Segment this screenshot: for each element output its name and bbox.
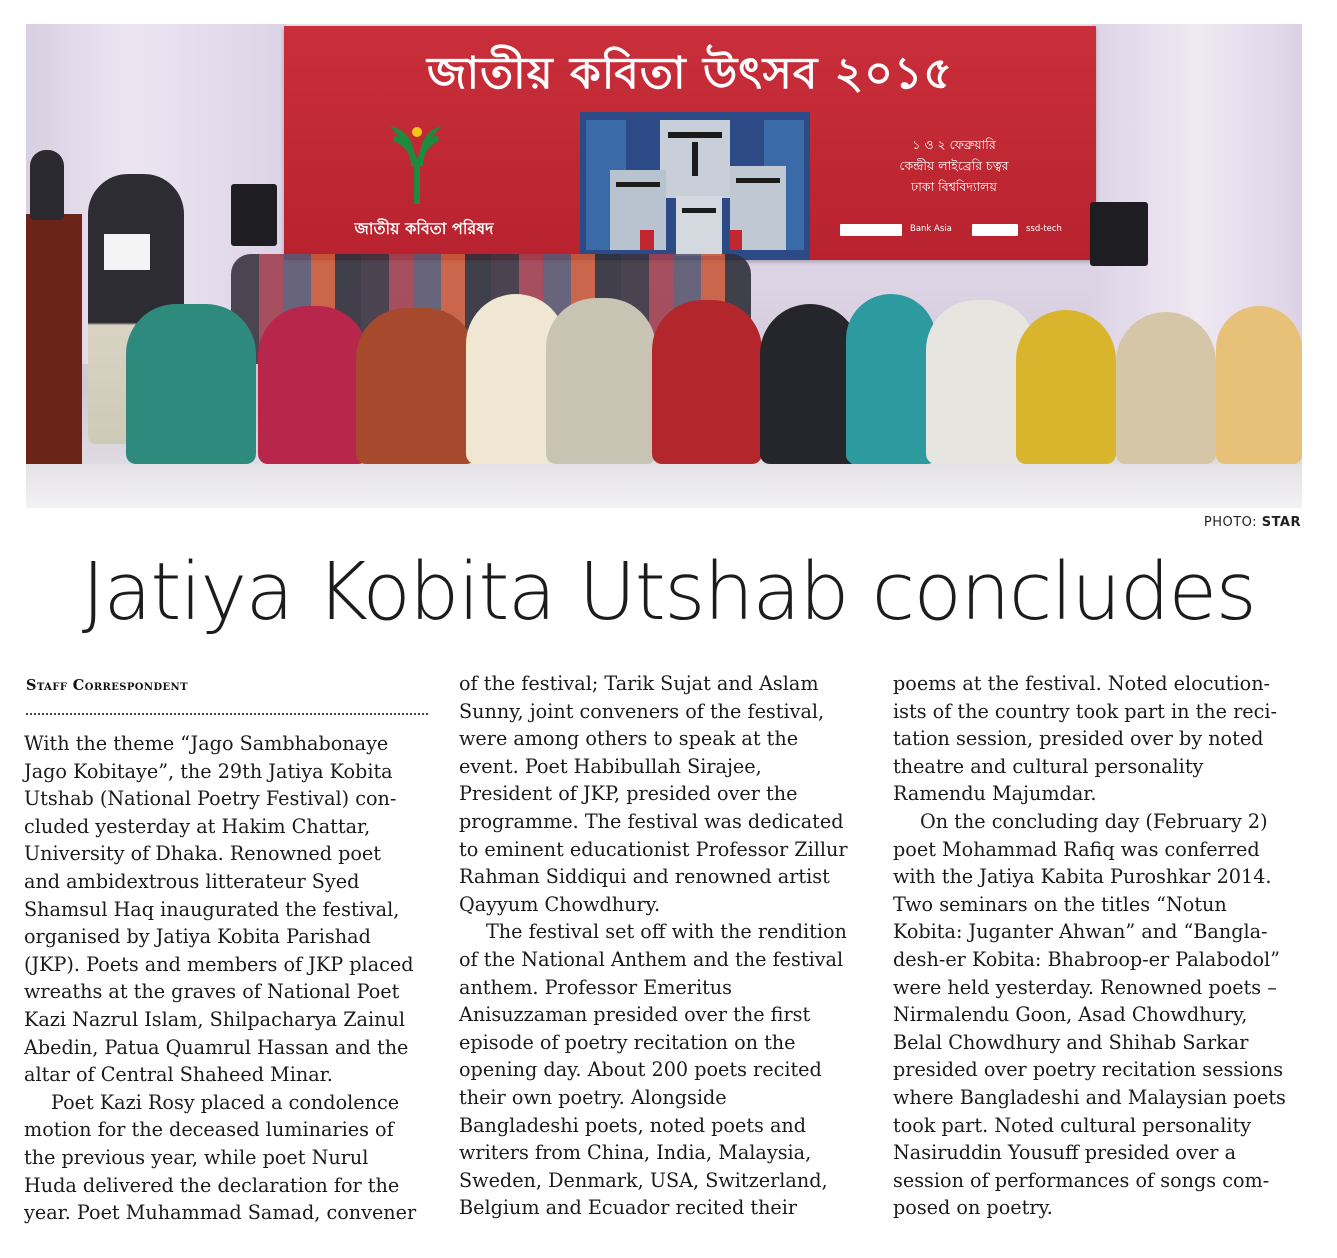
text-line: their own poetry. Alongside	[459, 1085, 727, 1109]
text-line: Kobita: Juganter Ahwan” and “Bangla-	[893, 920, 1268, 944]
text-line: theatre and cultural personality	[893, 754, 1204, 778]
banner-date-line: ১ ও ২ ফেব্রুয়ারি	[912, 137, 996, 152]
sponsor-logo	[840, 224, 902, 236]
text-line: Ramendu Majumdar.	[893, 782, 1097, 806]
banner-artwork	[580, 112, 810, 260]
photo-credit-source: STAR	[1261, 515, 1301, 530]
stage-floor	[26, 464, 1302, 508]
person-seated-7	[760, 304, 860, 464]
text-line: University of Dhaka. Renowned poet	[24, 842, 381, 866]
person-seated-12	[1216, 306, 1302, 464]
text-line: ists of the country took part in the reci-	[893, 699, 1278, 723]
person-seated-6	[652, 300, 762, 464]
text-line: cluded yesterday at Hakim Chattar,	[24, 814, 371, 838]
text-line: opening day. About 200 poets recited	[459, 1058, 822, 1082]
text-line: writers from China, India, Malaysia,	[459, 1141, 812, 1165]
article-photo	[26, 24, 1302, 508]
text-line: of the National Anthem and the festival	[459, 947, 844, 971]
text-line: Anisuzzaman presided over the first	[459, 1003, 811, 1027]
photo-credit-label: PHOTO:	[1203, 515, 1258, 530]
sponsor-ssd-tech: ssd-tech	[1026, 224, 1062, 234]
text-line: Abedin, Patua Quamrul Hassan and the	[24, 1035, 409, 1059]
text-line: poems at the festival. Noted elocution-	[893, 672, 1271, 695]
festival-banner	[284, 26, 1096, 260]
person-seated-8	[846, 294, 936, 464]
text-line: programme. The festival was dedicated	[459, 809, 844, 833]
text-line: Shamsul Haq inaugurated the festival,	[24, 897, 400, 921]
text-line: year. Poet Muhammad Samad, convener	[24, 1201, 417, 1225]
text-line: were among others to speak at the	[459, 727, 799, 751]
text-line: Nirmalendu Goon, Asad Chowdhury,	[893, 1003, 1248, 1027]
text-line: where Bangladeshi and Malaysian poets	[893, 1085, 1286, 1109]
text-line: poet Mohammad Rafiq was conferred	[893, 837, 1260, 861]
text-line: altar of Central Shaheed Minar.	[24, 1063, 333, 1087]
text-line: the previous year, while poet Nurul	[24, 1145, 369, 1169]
text-line: Poet Kazi Rosy placed a condolence	[51, 1090, 400, 1114]
sponsor-bank-asia: Bank Asia	[910, 224, 952, 234]
banner-sponsors	[840, 224, 1080, 238]
article-byline: Staff Correspondent	[26, 677, 188, 694]
person-seated-5	[546, 298, 656, 464]
banner-title: জাতীয় কবিতা উৎসব ২০১৫	[427, 48, 953, 99]
text-line: presided over poetry recitation sessions	[893, 1058, 1284, 1082]
text-line: wreaths at the graves of National Poet	[24, 980, 400, 1004]
person-seated-3	[356, 308, 476, 464]
article-column-2	[459, 670, 869, 1222]
text-line: to eminent educationist Professor Zillur	[459, 837, 848, 861]
text-line: took part. Noted cultural personality	[893, 1113, 1252, 1137]
person-seated-10	[1016, 310, 1116, 464]
text-line: tation session, presided over by noted	[893, 727, 1264, 751]
text-line: were held yesterday. Renowned poets –	[893, 975, 1277, 999]
text-line: Rahman Siddiqui and renowned artist	[459, 865, 830, 889]
text-line: Nasiruddin Yousuff presided over a	[893, 1141, 1237, 1165]
text-line: event. Poet Habibullah Sirajee,	[459, 754, 762, 778]
text-line: Belgium and Ecuador recited their	[459, 1196, 798, 1220]
text-line: desh-er Kobita: Bhabroop-er Palabodol”	[893, 947, 1280, 971]
text-line: motion for the deceased luminaries of	[24, 1118, 394, 1142]
text-line: Two seminars on the titles “Notun	[893, 892, 1227, 916]
banner-dates	[854, 134, 1054, 197]
byline-divider	[26, 713, 428, 715]
banner-venue-line: কেন্দ্রীয় লাইব্রেরি চত্বর	[899, 158, 1009, 173]
text-line: Huda delivered the declaration for the	[24, 1173, 400, 1197]
person-seated-2	[258, 306, 368, 464]
banner-university-line: ঢাকা বিশ্ববিদ্যালয়	[911, 179, 997, 194]
text-line: Jago Kobitaye”, the 29th Jatiya Kobita	[24, 759, 393, 783]
text-line: Qayyum Chowdhury.	[459, 892, 661, 916]
text-line: of the festival; Tarik Sujat and Aslam	[459, 672, 819, 695]
podium	[26, 214, 82, 464]
text-line: and ambidextrous litterateur Syed	[24, 869, 360, 893]
text-line: anthem. Professor Emeritus	[459, 975, 733, 999]
article-column-1	[24, 730, 434, 1227]
faces-painting-icon	[580, 112, 810, 260]
banner-organisation: জাতীয় কবিতা পরিষদ	[354, 219, 494, 238]
text-line: with the Jatiya Kabita Puroshkar 2014.	[893, 865, 1272, 889]
person-seated-11	[1116, 312, 1216, 464]
text-line: posed on poetry.	[893, 1196, 1053, 1220]
text-line: Sweden, Denmark, USA, Switzerland,	[459, 1168, 828, 1192]
text-line: organised by Jatiya Kobita Parishad	[24, 925, 371, 949]
text-line: On the concluding day (February 2)	[920, 809, 1268, 833]
text-line: President of JKP, presided over the	[459, 782, 798, 806]
text-line: session of performances of songs com-	[893, 1168, 1270, 1192]
text-line: Utshab (National Poetry Festival) con-	[24, 787, 397, 811]
text-line: With the theme “Jago Sambhabonaye	[24, 732, 389, 755]
text-line: The festival set off with the rendition	[486, 920, 847, 944]
jkp-logo-icon	[384, 122, 448, 208]
text-line: Bangladeshi poets, noted poets and	[459, 1113, 807, 1137]
text-line: Kazi Nazrul Islam, Shilpacharya Zainul	[24, 1007, 405, 1031]
article-headline: Jatiya Kobita Utshab concludes	[81, 546, 1256, 638]
text-line: (JKP). Poets and members of JKP placed	[24, 952, 414, 976]
photo-credit	[1204, 515, 1301, 530]
person-host	[30, 150, 64, 220]
person-seated-1	[126, 304, 256, 464]
sponsor-logo	[972, 224, 1018, 236]
text-line: episode of poetry recitation on the	[459, 1030, 796, 1054]
article-column-3	[893, 670, 1313, 1222]
text-line: Belal Chowdhury and Shihab Sarkar	[893, 1030, 1249, 1054]
text-line: Sunny, joint conveners of the festival,	[459, 699, 825, 723]
speaker-left	[231, 184, 277, 246]
speaker-right	[1090, 202, 1148, 266]
paper-sheet	[104, 234, 150, 270]
